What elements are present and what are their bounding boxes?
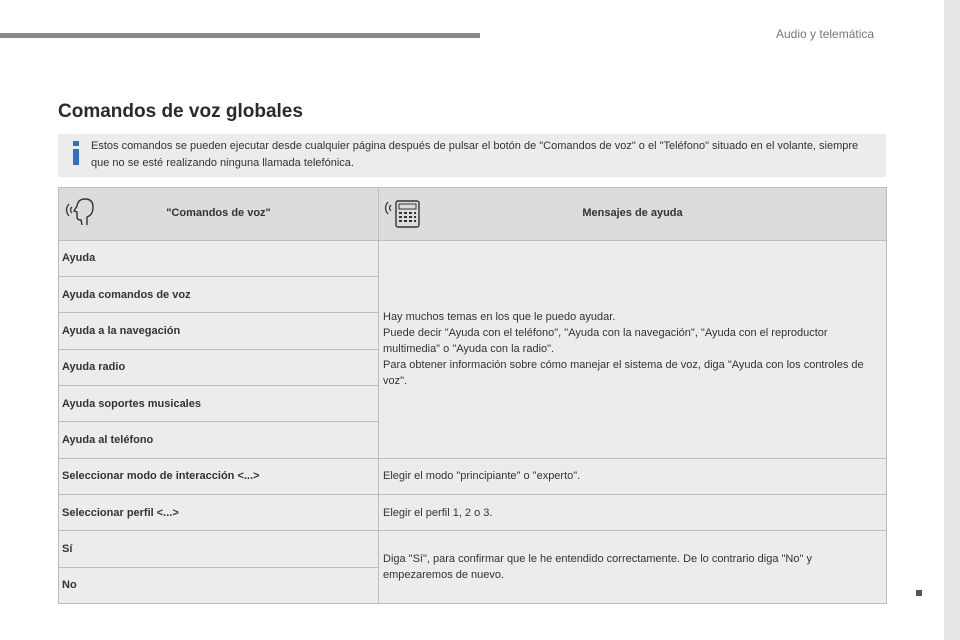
table-header-row — [59, 188, 887, 241]
column-header-commands-label: "Comandos de voz" — [166, 207, 271, 220]
info-icon — [72, 141, 80, 165]
command-help-voice: Ayuda comandos de voz — [59, 276, 379, 312]
profile-message: Elegir el perfil 1, 2 o 3. — [379, 494, 887, 530]
table-row — [59, 240, 887, 276]
command-interaction-mode: Seleccionar modo de interacción <...> — [59, 458, 379, 494]
command-yes: Sí — [59, 531, 379, 567]
command-help-phone: Ayuda al teléfono — [59, 422, 379, 458]
page-edge-strip — [944, 0, 960, 640]
help-message-line: Hay muchos temas en los que le puedo ayudar. — [383, 311, 616, 324]
command-help-navigation: Ayuda a la navegación — [59, 313, 379, 349]
voice-command-icon — [65, 195, 101, 231]
interaction-mode-message: Elegir el modo "principiante" o "experto". — [379, 458, 887, 494]
column-header-messages-label: Mensajes de ayuda — [582, 207, 683, 220]
voice-commands-table — [58, 187, 887, 604]
table-row — [59, 494, 887, 530]
help-message-line: Puede decir "Ayuda con el teléfono", "Ayuda con la navegación", "Ayuda con el reproductor multimedia" o "Ayuda con la radio". — [383, 327, 828, 356]
table-row — [59, 458, 887, 494]
command-help-media: Ayuda soportes musicales — [59, 385, 379, 421]
command-help-radio: Ayuda radio — [59, 349, 379, 385]
yes-no-message: Diga "Sí", para confirmar que le he entendido correctamente. De lo contrario diga "No" y empezaremos de nuevo. — [379, 531, 887, 604]
help-message-line: Para obtener información sobre cómo manejar el sistema de voz, diga "Ayuda con los controles de voz". — [383, 359, 864, 388]
info-text: Estos comandos se pueden ejecutar desde cualquier página después de pulsar el botón de "Comandos de voz" o el "Teléfono" situado en el volante, siempre que no se esté realizando ninguna llamada telefónica. — [91, 140, 859, 169]
section-label: Audio y telemática — [776, 27, 875, 41]
help-message-cell — [379, 240, 887, 458]
column-header-commands — [59, 188, 379, 241]
header-rule — [0, 33, 480, 38]
end-of-section-mark — [916, 590, 922, 596]
table-row — [59, 531, 887, 567]
column-header-messages — [379, 188, 887, 241]
page-title: Comandos de voz globales — [58, 101, 303, 122]
command-no: No — [59, 567, 379, 603]
voice-help-screen-icon — [385, 195, 421, 231]
command-help: Ayuda — [59, 240, 379, 276]
command-select-profile: Seleccionar perfil <...> — [59, 494, 379, 530]
